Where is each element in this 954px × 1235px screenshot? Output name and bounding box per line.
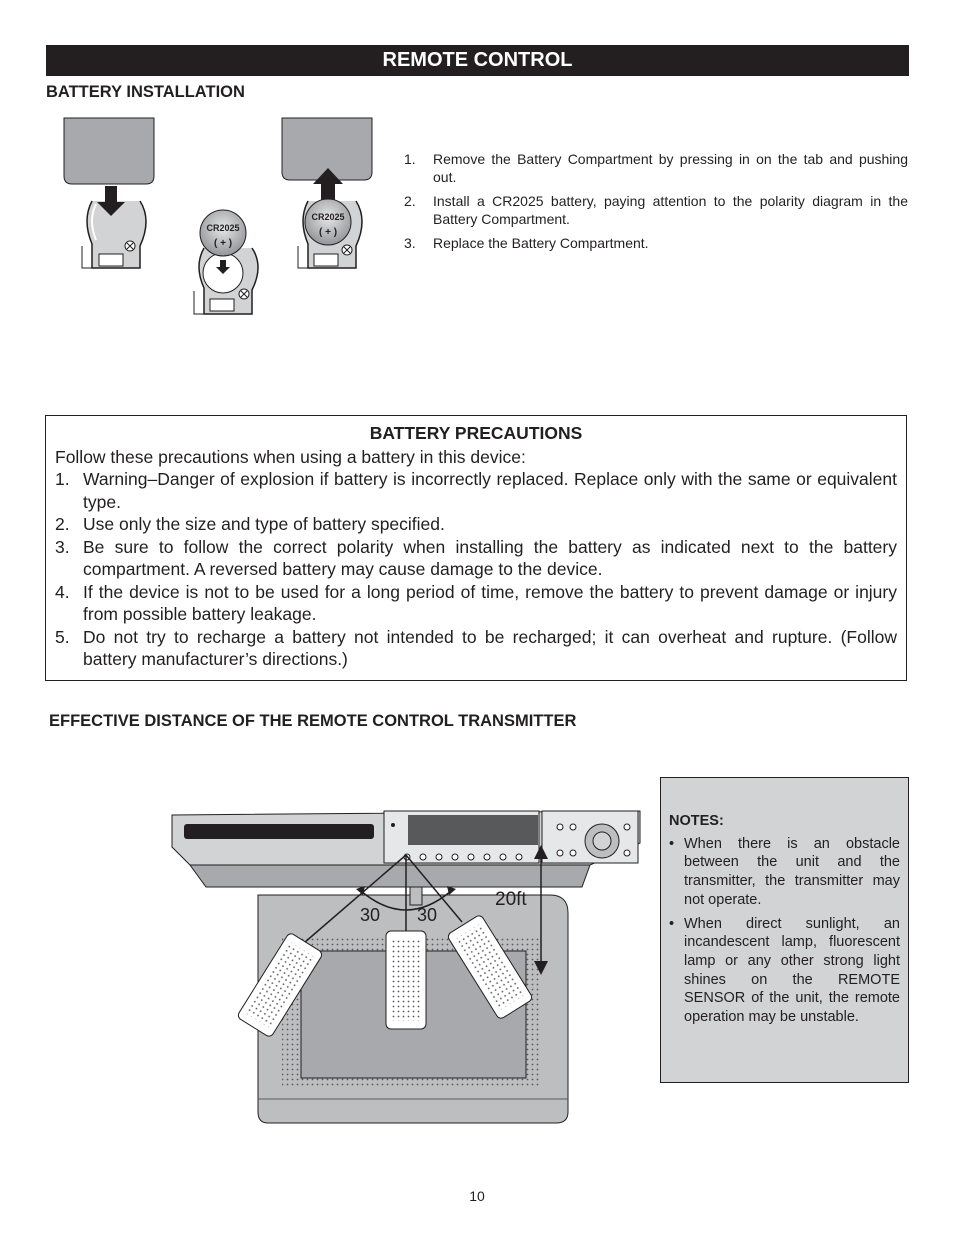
step-item [404,150,908,186]
bullet-icon: • [669,835,675,852]
precaution-text: Use only the size and type of battery specified. [83,514,445,534]
note-text: When direct sunlight, an incandescent lamp, fluorescent lamp or any other strong light shines on the REMOTE SENSOR of the unit, the remote operation may be unstable. [684,915,900,1026]
insert-battery-figure [194,210,258,314]
precaution-item [55,626,897,671]
precaution-text: Be sure to follow the correct polarity when installing the battery as indicated next to the battery compartment. A reversed battery may cause damage to the device. [83,536,897,579]
battery-installation-illustration [56,116,386,321]
step-item [404,192,908,228]
note-text: When there is an obstacle between the unit and the transmitter, the transmitter may not operate. [684,835,900,908]
polarity-label-right: ( + ) [318,227,338,238]
step-number: 2. [404,193,416,209]
remote-center [386,931,426,1029]
precaution-number: 5. [55,626,70,647]
battery-label-middle: CR2025 [206,223,240,233]
precaution-item [55,581,897,626]
precaution-text: Warning–Danger of explosion if battery is incorrectly replaced. Replace only with the same or equivalent type. [83,469,897,512]
step-text: Install a CR2025 battery, paying attention to the polarity diagram in the Battery Compartment. [433,193,908,227]
replace-compartment-figure [282,118,372,268]
battery-label-right: CR2025 [311,212,345,222]
bullet-icon: • [669,915,675,932]
note-item [669,915,900,1027]
notes-box [660,777,909,1083]
precautions-intro: Follow these precautions when using a battery in this device: [55,446,526,467]
remote-distance-illustration [170,807,645,1137]
precaution-item [55,536,897,581]
precaution-number: 1. [55,469,70,489]
battery-precautions-box [45,415,907,681]
step-number: 1. [404,151,416,167]
step-item [404,234,908,252]
precaution-number: 3. [55,536,70,557]
angle-left-label: 30 [360,905,381,925]
precaution-number: 4. [55,581,70,602]
precaution-text: If the device is not to be used for a long period of time, remove the battery to prevent damage or injury from possible battery leakage. [83,581,897,624]
note-item [669,835,900,910]
step-text: Replace the Battery Compartment. [433,235,649,251]
precaution-item [55,513,897,536]
battery-installation-heading: BATTERY INSTALLATION [46,83,245,101]
notes-title: NOTES: [669,813,724,829]
precaution-text: Do not try to recharge a battery not intended to be recharged; it can overheat and rupture. (Follow battery manufacturer’s directions.) [83,626,897,669]
page-banner-title: REMOTE CONTROL [46,45,909,76]
step-number: 3. [404,235,416,251]
distance-label: 20ft [495,889,527,910]
polarity-label-middle: ( + ) [213,238,233,249]
precaution-number: 2. [55,514,70,534]
remove-compartment-figure [64,118,154,268]
precaution-item [55,468,897,513]
page-number: 10 [469,1188,485,1204]
battery-installation-steps [404,150,908,258]
angle-right-label: 30 [417,905,438,925]
effective-distance-heading: EFFECTIVE DISTANCE OF THE REMOTE CONTROL TRANSMITTER [49,712,577,730]
step-text: Remove the Battery Compartment by pressing in on the tab and pushing out. [433,151,908,185]
precautions-title: BATTERY PRECAUTIONS [369,423,583,443]
